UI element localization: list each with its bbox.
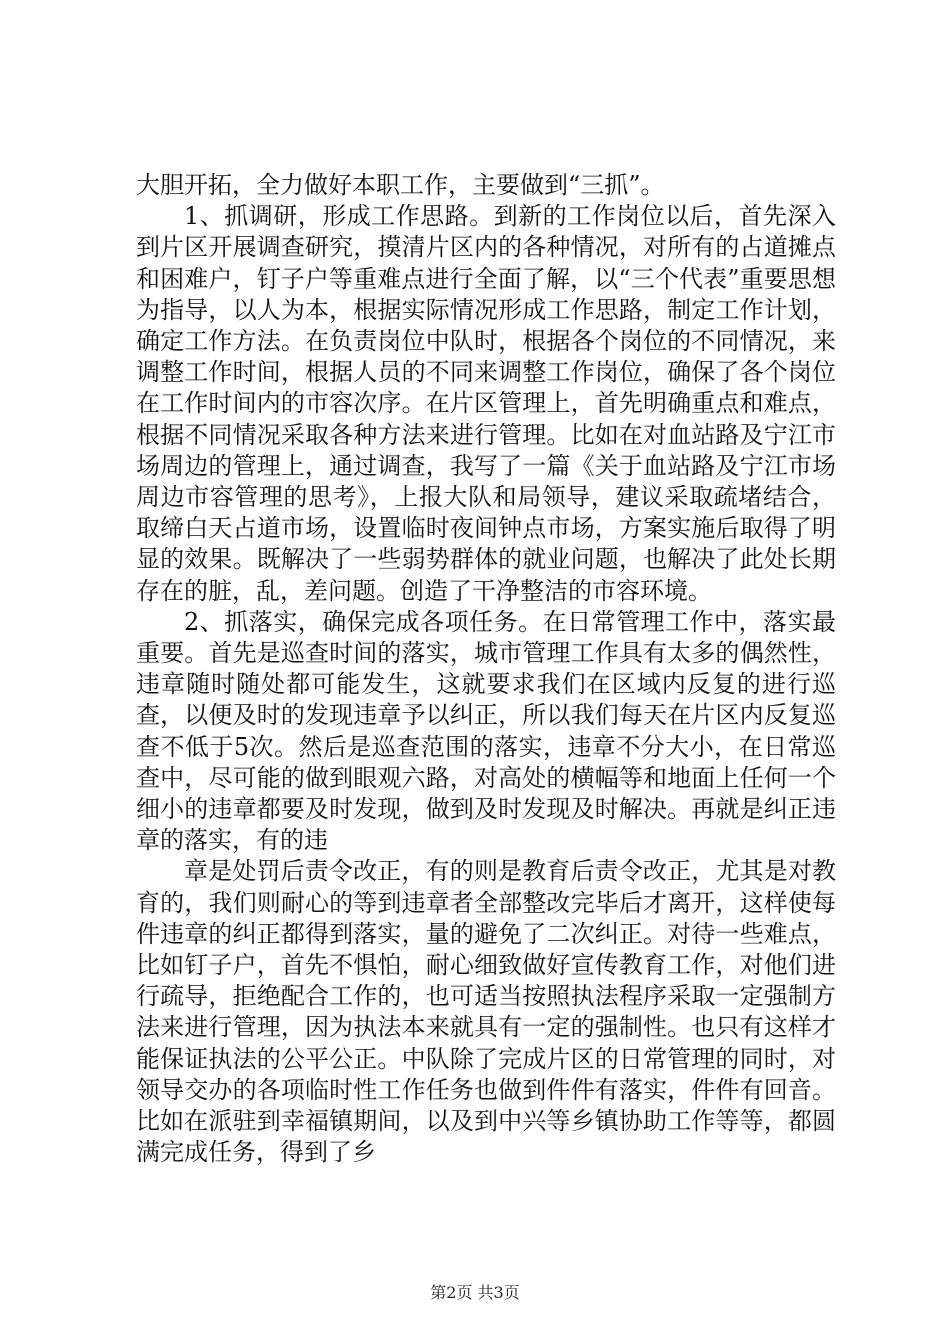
paragraph-research: 1、抓调研，形成工作思路。到新的工作岗位以后，首先深入到片区开展调查研究，摸清片区内的各种情况，对所有的占道摊点和困难户，钉子户等重难点进行全面了解，以“三个代表”重要思想为指导，以人为本，根据实际情况形成工作思路，制定工作计划，确定工作方法。在负责岗位中队时，根据各个岗位的不同情况，来调整工作时间，根据人员的不同来调整工作岗位，确保了各个岗位在工作时间内的市容次序。在片区管理上，首先明确重点和难点，根据不同情况采取各种方法来进行管理。比如在对血站路及宁江市场周边的管理上，通过调查，我写了一篇《关于血站路及宁江市场周边市容管理的思考》，上报大队和局领导，建议采取疏堵结合，取缔白天占道市场，设置临时夜间钟点市场，方案实施后取得了明显的效果。既解决了一些弱势群体的就业问题，也解决了此处长期存在的脏，乱，差问题。创造了干净整洁的市容环境。 (136, 202, 836, 605)
document-body (136, 170, 836, 1169)
paragraph-implementation: 2、抓落实，确保完成各项任务。在日常管理工作中，落实最重要。首先是巡查时间的落实，城市管理工作具有太多的偶然性，违章随时随处都可能发生，这就要求我们在区域内反复的进行巡查，以便及时的发现违章予以纠正，所以我们每天在片区内反复巡查不低于5次。然后是巡查范围的落实，违章不分大小，在日常巡查中，尽可能的做到眼观六路，对高处的横幅等和地面上任何一个细小的违章都要及时发现，做到及时发现及时解决。再就是纠正违章的落实，有的违 (136, 607, 836, 855)
page-footer: 第2页 共3页 (430, 1283, 520, 1302)
paragraph-intro: 大胆开拓，全力做好本职工作，主要做到“三抓”。 (136, 171, 665, 199)
paragraph-continuation: 章是处罚后责令改正，有的则是教育后责令改正，尤其是对教育的，我们则耐心的等到违章者全部整改完毕后才离开，这样使每件违章的纠正都得到落实，量的避免了二次纠正。对待一些难点，比如钉子户，首先不惧怕，耐心细致做好宣传教育工作，对他们进行疏导，拒绝配合工作的，也可适当按照执法程序采取一定强制方法来进行管理，因为执法本来就具有一定的强制性。也只有这样才能保证执法的公平公正。中队除了完成片区的日常管理的同时，对领导交办的各项临时性工作任务也做到件件有落实，件件有回音。比如在派驻到幸福镇期间，以及到中兴等乡镇协助工作等等，都圆满完成任务，得到了乡 (136, 857, 836, 1167)
